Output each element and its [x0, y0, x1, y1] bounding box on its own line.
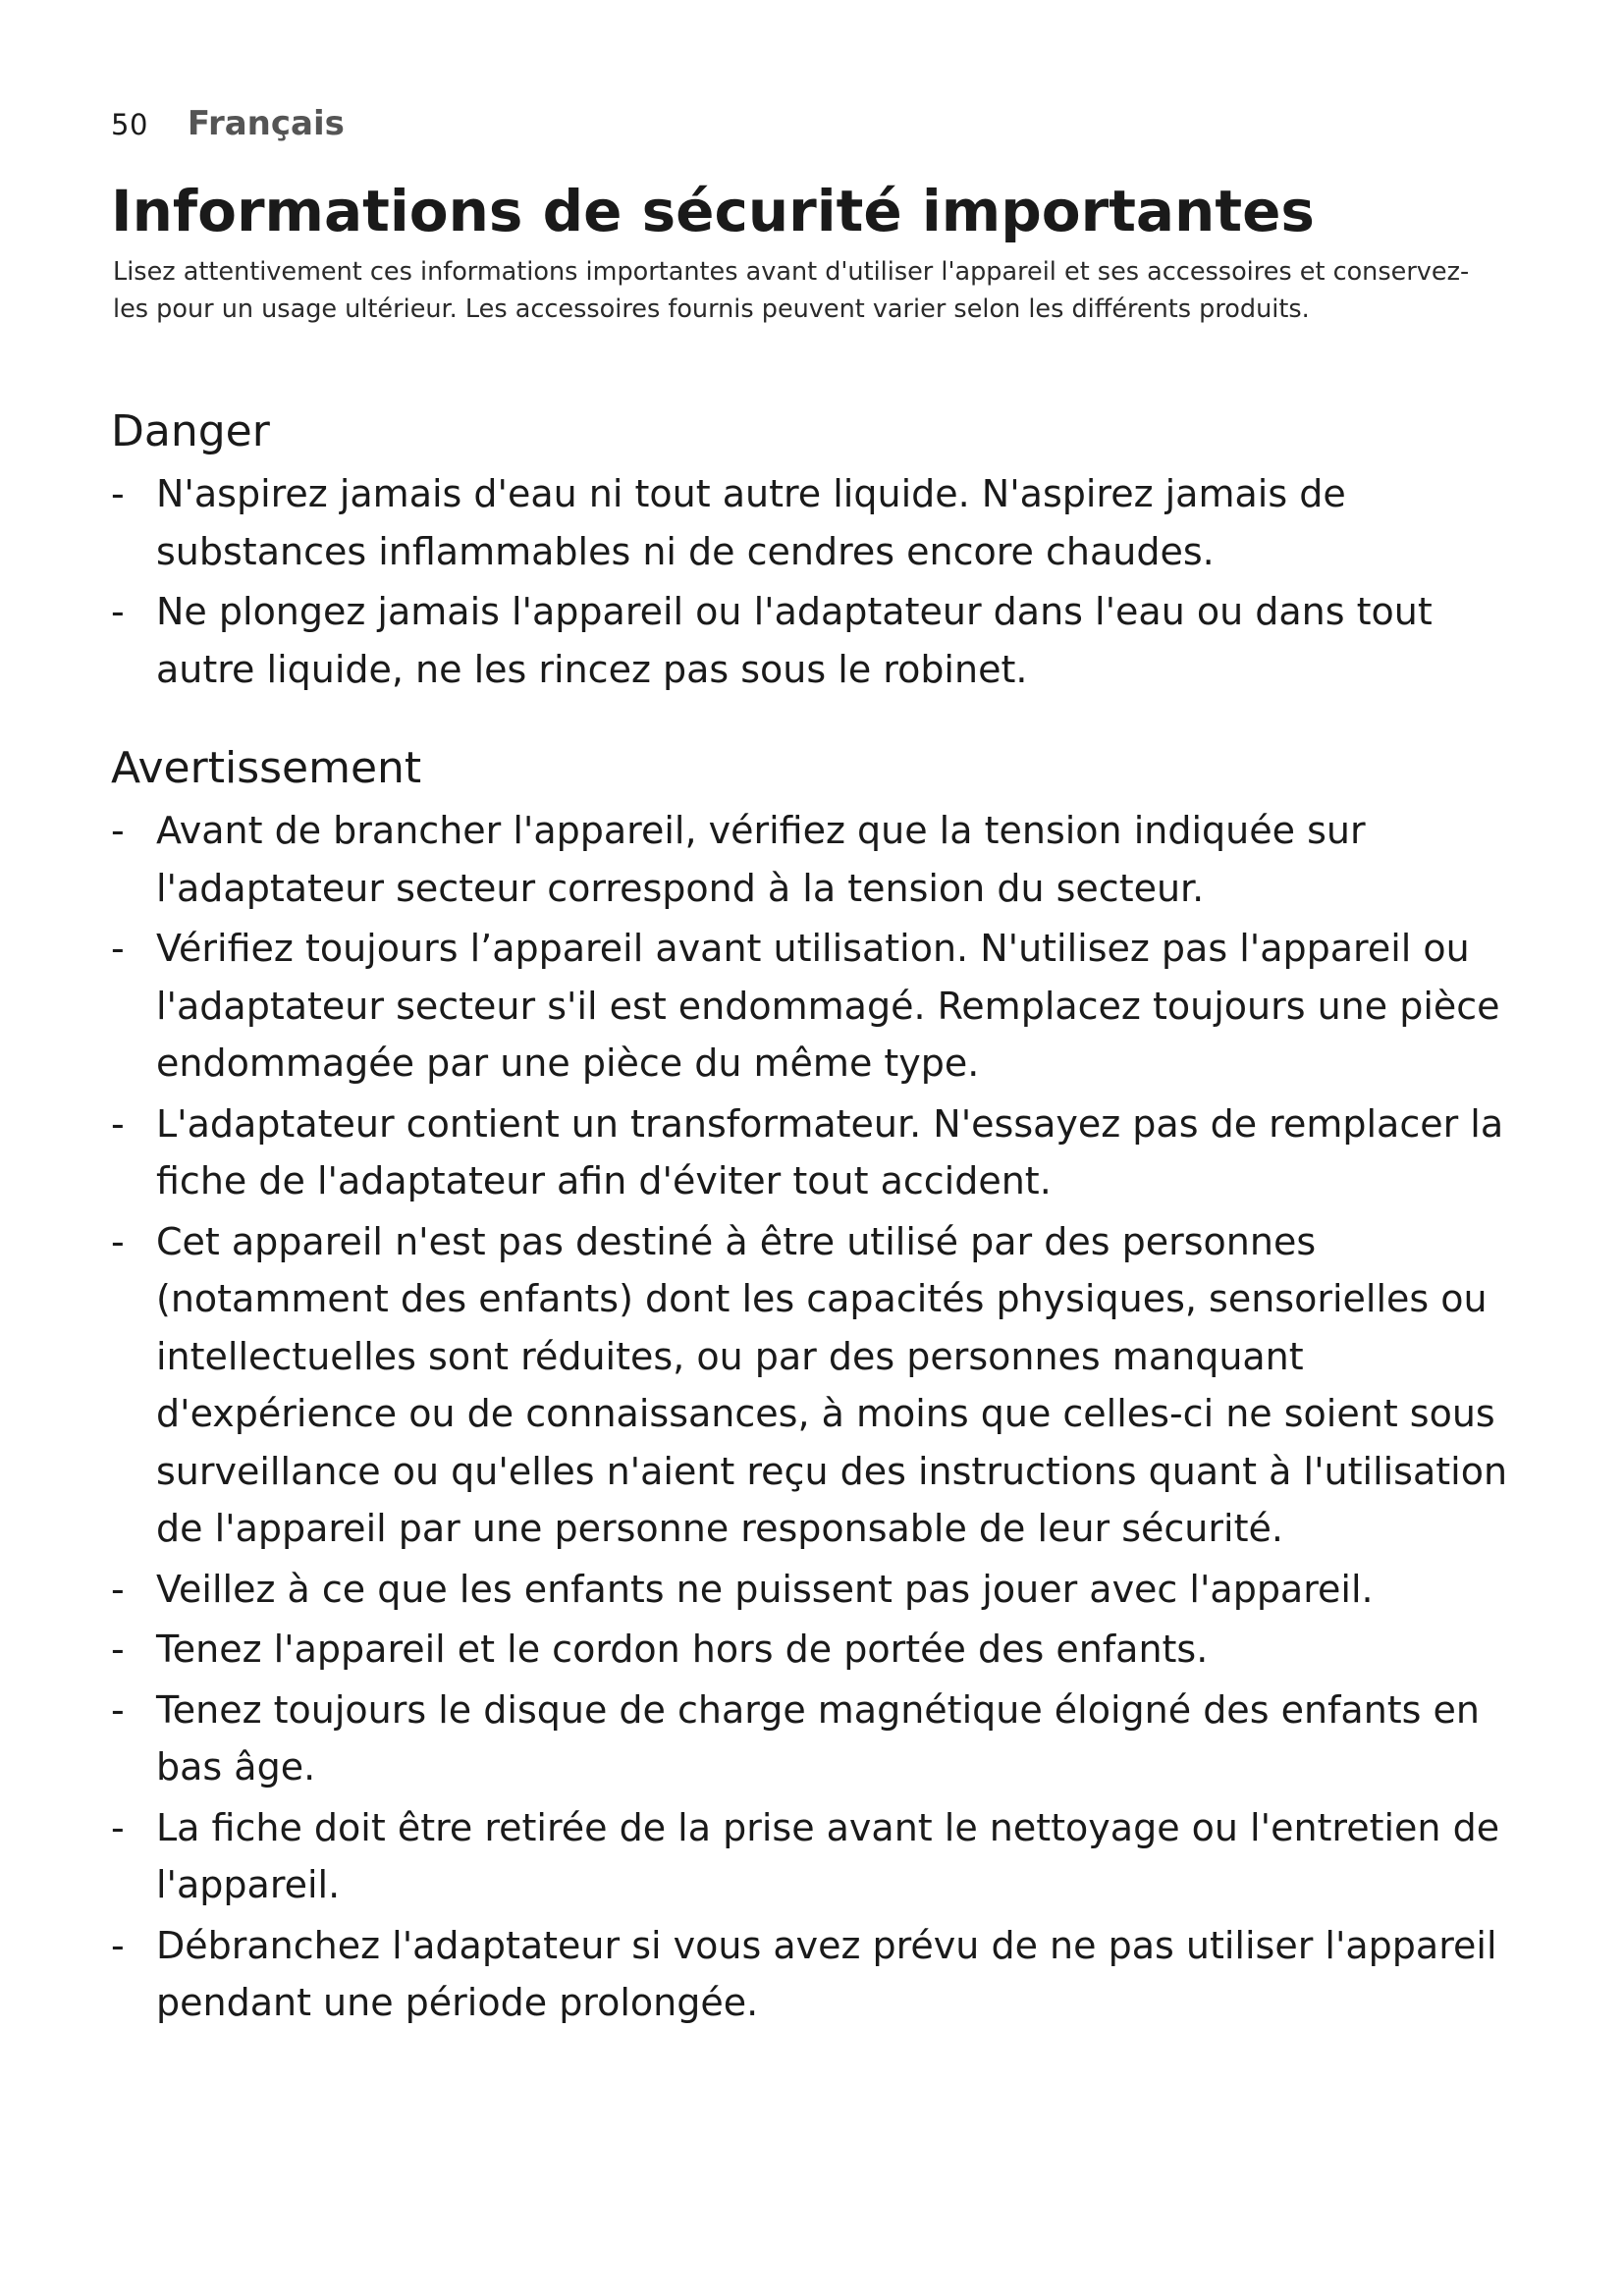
list-item [111, 1682, 1535, 1796]
list-dash: - [111, 1567, 125, 1611]
list-dash: - [111, 1923, 125, 1967]
list-item [111, 1213, 1535, 1558]
list-item [111, 1917, 1535, 2032]
list-item-text: Débranchez l'adaptateur si vous avez prévu de ne pas utiliser l'appareil pendant une période prolongée. [156, 1923, 1497, 2024]
list-dash: - [111, 472, 125, 515]
list-dash: - [111, 1101, 125, 1146]
list-dash: - [111, 590, 125, 633]
running-header [111, 104, 345, 143]
safety-content [111, 402, 1535, 2035]
list-item-text: Cet appareil n'est pas destiné à être utilisé par des personnes (notamment des enfants) dont les capacités physiques, sensorielles ou intellectuelles sont réduites, ou par des personnes manquant d'expérience ou de connaissances, à moins que celles-ci ne soient sous surveillance ou qu'elles n'aient reçu des instructions quant à l'utilisation de l'appareil par une personne responsable de leur sécurité. [156, 1219, 1508, 1550]
list-dash: - [111, 1687, 125, 1732]
intro-paragraph: Lisez attentivement ces informations importantes avant d'utiliser l'appareil et ses accessoires et conservez-les pour un usage ultérieur. Les accessoires fournis peuvent varier selon les différents produits. [113, 257, 1470, 324]
list-item [111, 1561, 1535, 1619]
warning-list [111, 802, 1535, 2032]
section-heading: Avertissement [111, 743, 422, 793]
page-title: Informations de sécurité importantes [111, 178, 1315, 244]
list-item [111, 802, 1535, 917]
list-item [111, 1621, 1535, 1679]
section-heading: Danger [111, 406, 270, 456]
list-dash: - [111, 809, 125, 852]
list-dash: - [111, 1628, 125, 1671]
list-item-text: Vérifiez toujours l’appareil avant utilisation. N'utilisez pas l'appareil ou l'adaptateur secteur s'il est endommagé. Remplacez toujours une pièce endommagée par une pièce du même type. [156, 927, 1500, 1085]
language-label: Français [187, 104, 345, 143]
list-item-text: Avant de brancher l'appareil, vérifiez que la tension indiquée sur l'adaptateur secteur correspond à la tension du secteur. [156, 809, 1366, 910]
list-item-text: Tenez toujours le disque de charge magnétique éloigné des enfants en bas âge. [156, 1687, 1481, 1789]
list-item-text: L'adaptateur contient un transformateur. N'essayez pas de remplacer la fiche de l'adaptateur afin d'éviter tout accident. [156, 1101, 1504, 1202]
list-item [111, 1095, 1535, 1210]
section-danger [111, 402, 1535, 698]
list-item [111, 1799, 1535, 1914]
list-item-text: Veillez à ce que les enfants ne puissent pas jouer avec l'appareil. [156, 1567, 1374, 1611]
list-item [111, 583, 1535, 698]
list-item-text: N'aspirez jamais d'eau ni tout autre liquide. N'aspirez jamais de substances inflammables ni de cendres encore chaudes. [156, 472, 1346, 573]
list-item [111, 465, 1535, 580]
list-dash: - [111, 1805, 125, 1849]
page-number: 50 [111, 108, 148, 141]
list-item [111, 920, 1535, 1093]
danger-list [111, 465, 1535, 698]
section-warning [111, 739, 1535, 2032]
list-item-text: Tenez l'appareil et le cordon hors de portée des enfants. [156, 1628, 1209, 1671]
list-item-text: La fiche doit être retirée de la prise avant le nettoyage ou l'entretien de l'appareil. [156, 1805, 1500, 1906]
list-dash: - [111, 1219, 125, 1263]
list-item-text: Ne plongez jamais l'appareil ou l'adaptateur dans l'eau ou dans tout autre liquide, ne les rincez pas sous le robinet. [156, 590, 1433, 691]
list-dash: - [111, 927, 125, 970]
